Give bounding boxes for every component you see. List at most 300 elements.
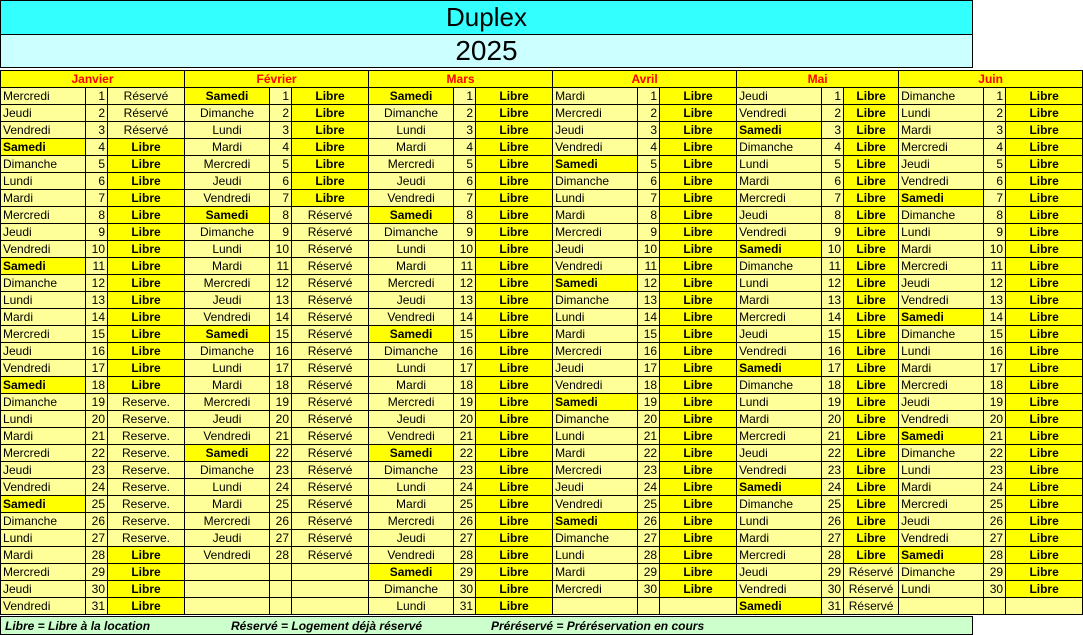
day-number-cell: 21 [86, 428, 108, 445]
day-number-cell: 6 [454, 173, 476, 190]
status-cell: Libre [844, 411, 899, 428]
status-cell: Libre [844, 394, 899, 411]
status-cell: Libre [660, 377, 737, 394]
day-number-cell: 16 [984, 343, 1006, 360]
day-name-cell: Vendredi [899, 411, 984, 428]
status-cell: Libre [476, 326, 553, 343]
day-name-cell: Dimanche [553, 530, 638, 547]
status-cell: Libre [660, 309, 737, 326]
status-cell: Reserve. [108, 411, 185, 428]
day-number-cell: 30 [86, 581, 108, 598]
status-cell: Libre [844, 530, 899, 547]
status-cell: Libre [1006, 156, 1083, 173]
status-cell: Libre [844, 292, 899, 309]
day-number-cell: 23 [86, 462, 108, 479]
day-name-cell: Jeudi [899, 513, 984, 530]
day-number-cell: 1 [984, 88, 1006, 105]
day-name-cell: Samedi [899, 190, 984, 207]
status-cell: Libre [1006, 309, 1083, 326]
status-cell: Libre [108, 207, 185, 224]
day-number-cell: 26 [270, 513, 292, 530]
table-row [1, 530, 1083, 547]
status-cell: Libre [844, 309, 899, 326]
day-name-cell: Jeudi [1, 224, 86, 241]
day-name-cell: Jeudi [1, 462, 86, 479]
day-name-cell: Vendredi [737, 343, 822, 360]
day-number-cell: 22 [270, 445, 292, 462]
status-cell: Réservé [292, 411, 369, 428]
day-number-cell: 12 [86, 275, 108, 292]
day-name-cell: Jeudi [553, 241, 638, 258]
empty-cell [292, 564, 369, 581]
day-number-cell: 13 [86, 292, 108, 309]
day-number-cell: 17 [86, 360, 108, 377]
status-cell: Libre [108, 190, 185, 207]
day-number-cell: 15 [270, 326, 292, 343]
day-name-cell: Mercredi [737, 309, 822, 326]
day-name-cell: Samedi [737, 241, 822, 258]
status-cell: Libre [660, 513, 737, 530]
status-cell: Libre [660, 343, 737, 360]
day-name-cell: Mercredi [185, 275, 270, 292]
day-number-cell: 7 [984, 190, 1006, 207]
empty-cell [185, 564, 270, 581]
status-cell: Libre [476, 105, 553, 122]
status-cell: Libre [660, 258, 737, 275]
day-number-cell: 7 [822, 190, 844, 207]
month-header: Mars [369, 71, 553, 88]
day-name-cell: Samedi [899, 547, 984, 564]
day-number-cell: 23 [638, 462, 660, 479]
day-number-cell: 10 [984, 241, 1006, 258]
status-cell: Libre [292, 122, 369, 139]
status-cell: Libre [292, 190, 369, 207]
day-number-cell: 22 [86, 445, 108, 462]
day-number-cell: 12 [454, 275, 476, 292]
day-name-cell: Jeudi [553, 479, 638, 496]
day-name-cell: Vendredi [1, 360, 86, 377]
day-name-cell: Dimanche [553, 292, 638, 309]
day-number-cell: 28 [638, 547, 660, 564]
day-name-cell: Mardi [737, 292, 822, 309]
day-number-cell: 4 [638, 139, 660, 156]
day-name-cell: Dimanche [737, 139, 822, 156]
table-row [1, 122, 1083, 139]
empty-cell [292, 598, 369, 615]
status-cell: Libre [476, 156, 553, 173]
status-cell: Reserve. [108, 394, 185, 411]
empty-cell [292, 581, 369, 598]
day-name-cell: Vendredi [899, 292, 984, 309]
day-number-cell: 27 [454, 530, 476, 547]
status-cell: Libre [844, 428, 899, 445]
table-row [1, 173, 1083, 190]
day-number-cell: 2 [270, 105, 292, 122]
table-row [1, 496, 1083, 513]
availability-calendar [0, 70, 1083, 615]
day-name-cell: Dimanche [899, 445, 984, 462]
status-cell: Libre [844, 462, 899, 479]
day-name-cell: Mardi [369, 139, 454, 156]
status-cell: Libre [108, 156, 185, 173]
day-number-cell: 24 [984, 479, 1006, 496]
status-cell: Libre [660, 547, 737, 564]
status-cell: Réservé [292, 292, 369, 309]
day-name-cell: Mercredi [1, 326, 86, 343]
day-number-cell: 13 [270, 292, 292, 309]
day-number-cell: 18 [984, 377, 1006, 394]
day-number-cell: 6 [270, 173, 292, 190]
day-name-cell: Vendredi [737, 462, 822, 479]
day-number-cell: 11 [638, 258, 660, 275]
status-cell: Libre [1006, 513, 1083, 530]
day-name-cell: Mercredi [1, 88, 86, 105]
status-cell: Libre [844, 241, 899, 258]
day-name-cell: Dimanche [899, 88, 984, 105]
day-number-cell: 1 [270, 88, 292, 105]
day-name-cell: Mercredi [1, 564, 86, 581]
table-row [1, 88, 1083, 105]
day-number-cell: 14 [984, 309, 1006, 326]
status-cell: Libre [844, 156, 899, 173]
status-cell: Libre [108, 343, 185, 360]
table-row [1, 462, 1083, 479]
day-name-cell: Jeudi [737, 88, 822, 105]
day-number-cell: 3 [984, 122, 1006, 139]
day-number-cell: 10 [638, 241, 660, 258]
day-name-cell: Mardi [1, 309, 86, 326]
day-number-cell: 5 [984, 156, 1006, 173]
day-number-cell: 17 [984, 360, 1006, 377]
table-row [1, 411, 1083, 428]
status-cell: Réservé [292, 513, 369, 530]
day-name-cell: Samedi [737, 360, 822, 377]
status-cell: Libre [660, 292, 737, 309]
day-number-cell: 2 [86, 105, 108, 122]
empty-cell [185, 581, 270, 598]
day-name-cell: Dimanche [737, 377, 822, 394]
day-number-cell: 20 [86, 411, 108, 428]
day-number-cell: 5 [638, 156, 660, 173]
day-number-cell: 17 [454, 360, 476, 377]
status-cell: Libre [844, 326, 899, 343]
day-name-cell: Mardi [553, 445, 638, 462]
day-name-cell: Vendredi [369, 190, 454, 207]
status-cell: Libre [476, 530, 553, 547]
day-name-cell: Lundi [1, 292, 86, 309]
day-name-cell: Jeudi [1, 581, 86, 598]
day-number-cell: 10 [454, 241, 476, 258]
day-name-cell: Mardi [899, 360, 984, 377]
day-number-cell: 1 [454, 88, 476, 105]
status-cell: Libre [108, 581, 185, 598]
day-name-cell: Mercredi [369, 394, 454, 411]
day-number-cell: 29 [454, 564, 476, 581]
day-number-cell: 4 [86, 139, 108, 156]
day-name-cell: Mardi [185, 258, 270, 275]
empty-cell [553, 598, 638, 615]
status-cell: Libre [660, 173, 737, 190]
status-cell: Libre [1006, 241, 1083, 258]
day-number-cell: 11 [984, 258, 1006, 275]
day-number-cell: 15 [86, 326, 108, 343]
day-name-cell: Samedi [737, 479, 822, 496]
day-name-cell: Jeudi [369, 292, 454, 309]
day-name-cell: Vendredi [1, 122, 86, 139]
day-number-cell: 22 [984, 445, 1006, 462]
day-name-cell: Vendredi [185, 190, 270, 207]
status-cell: Libre [844, 496, 899, 513]
day-name-cell: Lundi [899, 343, 984, 360]
status-cell: Libre [476, 547, 553, 564]
status-cell: Réservé [292, 377, 369, 394]
day-number-cell: 18 [454, 377, 476, 394]
day-number-cell: 1 [638, 88, 660, 105]
day-number-cell: 26 [86, 513, 108, 530]
status-cell: Libre [660, 207, 737, 224]
status-cell: Libre [108, 224, 185, 241]
day-number-cell: 14 [270, 309, 292, 326]
status-cell: Libre [844, 207, 899, 224]
day-number-cell: 22 [454, 445, 476, 462]
day-number-cell: 29 [638, 564, 660, 581]
day-name-cell: Dimanche [185, 462, 270, 479]
day-name-cell: Jeudi [185, 411, 270, 428]
page-title: Duplex [0, 0, 973, 35]
day-number-cell: 8 [638, 207, 660, 224]
day-number-cell: 7 [454, 190, 476, 207]
month-header: Mai [737, 71, 899, 88]
table-row [1, 207, 1083, 224]
day-name-cell: Jeudi [899, 156, 984, 173]
day-name-cell: Lundi [553, 547, 638, 564]
status-cell: Libre [1006, 547, 1083, 564]
day-name-cell: Mercredi [899, 258, 984, 275]
day-name-cell: Vendredi [1, 479, 86, 496]
status-cell: Libre [660, 581, 737, 598]
day-name-cell: Vendredi [737, 224, 822, 241]
day-number-cell: 30 [638, 581, 660, 598]
day-name-cell: Samedi [369, 564, 454, 581]
day-name-cell: Samedi [553, 513, 638, 530]
day-number-cell: 25 [86, 496, 108, 513]
status-cell: Libre [476, 564, 553, 581]
empty-cell [185, 598, 270, 615]
status-cell: Libre [1006, 173, 1083, 190]
day-name-cell: Dimanche [369, 105, 454, 122]
status-cell: Libre [660, 411, 737, 428]
status-cell: Libre [660, 530, 737, 547]
status-cell: Libre [1006, 190, 1083, 207]
status-cell: Réservé [292, 479, 369, 496]
day-number-cell: 24 [270, 479, 292, 496]
status-cell: Libre [660, 156, 737, 173]
day-name-cell: Dimanche [737, 496, 822, 513]
day-name-cell: Mardi [369, 496, 454, 513]
day-number-cell: 18 [86, 377, 108, 394]
day-name-cell: Dimanche [185, 224, 270, 241]
day-number-cell: 26 [454, 513, 476, 530]
status-cell: Libre [476, 173, 553, 190]
legend-libre: Libre = Libre à la location [5, 619, 151, 633]
day-name-cell: Lundi [553, 309, 638, 326]
day-number-cell: 19 [822, 394, 844, 411]
day-number-cell: 31 [86, 598, 108, 615]
day-name-cell: Samedi [899, 309, 984, 326]
status-cell: Réservé [844, 581, 899, 598]
day-number-cell: 15 [638, 326, 660, 343]
status-cell: Libre [1006, 581, 1083, 598]
status-cell: Libre [476, 513, 553, 530]
status-cell: Reserve. [108, 479, 185, 496]
day-number-cell: 19 [270, 394, 292, 411]
day-name-cell: Mercredi [185, 394, 270, 411]
month-header: Février [185, 71, 369, 88]
day-name-cell: Samedi [1, 496, 86, 513]
status-cell: Libre [1006, 428, 1083, 445]
day-number-cell: 25 [454, 496, 476, 513]
day-name-cell: Samedi [369, 88, 454, 105]
status-cell: Réservé [292, 309, 369, 326]
day-number-cell: 15 [984, 326, 1006, 343]
status-cell: Libre [476, 479, 553, 496]
day-number-cell: 2 [984, 105, 1006, 122]
day-name-cell: Mardi [1, 547, 86, 564]
day-name-cell: Lundi [899, 462, 984, 479]
day-name-cell: Vendredi [1, 241, 86, 258]
day-name-cell: Samedi [369, 207, 454, 224]
status-cell: Libre [844, 360, 899, 377]
day-number-cell: 21 [822, 428, 844, 445]
status-cell: Libre [108, 241, 185, 258]
table-row [1, 479, 1083, 496]
day-name-cell: Mercredi [553, 581, 638, 598]
day-number-cell: 2 [638, 105, 660, 122]
status-cell: Libre [660, 88, 737, 105]
status-cell: Libre [476, 309, 553, 326]
day-number-cell: 7 [270, 190, 292, 207]
day-number-cell: 20 [454, 411, 476, 428]
day-number-cell: 5 [270, 156, 292, 173]
day-name-cell: Vendredi [553, 496, 638, 513]
day-number-cell: 18 [822, 377, 844, 394]
status-cell: Libre [844, 122, 899, 139]
status-cell: Libre [476, 88, 553, 105]
day-number-cell: 17 [638, 360, 660, 377]
day-number-cell: 11 [86, 258, 108, 275]
status-cell: Libre [660, 275, 737, 292]
status-cell: Réservé [292, 394, 369, 411]
day-number-cell: 16 [270, 343, 292, 360]
day-name-cell: Dimanche [369, 343, 454, 360]
status-cell: Libre [844, 190, 899, 207]
status-cell: Libre [660, 360, 737, 377]
day-name-cell: Mercredi [899, 377, 984, 394]
table-row [1, 309, 1083, 326]
day-name-cell: Mercredi [369, 156, 454, 173]
status-cell: Reserve. [108, 462, 185, 479]
table-row [1, 598, 1083, 615]
status-cell: Reserve. [108, 428, 185, 445]
status-cell: Libre [1006, 343, 1083, 360]
day-number-cell: 24 [454, 479, 476, 496]
day-name-cell: Mardi [185, 496, 270, 513]
day-number-cell: 1 [822, 88, 844, 105]
day-name-cell: Samedi [185, 207, 270, 224]
day-name-cell: Lundi [1, 530, 86, 547]
status-cell: Libre [660, 462, 737, 479]
day-number-cell: 26 [638, 513, 660, 530]
day-number-cell: 3 [270, 122, 292, 139]
status-cell: Réservé [292, 241, 369, 258]
status-cell: Libre [476, 462, 553, 479]
day-name-cell: Samedi [553, 156, 638, 173]
day-name-cell: Mardi [1, 428, 86, 445]
status-cell: Libre [844, 547, 899, 564]
status-cell: Libre [292, 156, 369, 173]
day-number-cell: 28 [822, 547, 844, 564]
day-number-cell: 24 [638, 479, 660, 496]
day-name-cell: Dimanche [369, 224, 454, 241]
status-cell: Libre [476, 360, 553, 377]
day-number-cell: 13 [984, 292, 1006, 309]
day-name-cell: Lundi [369, 598, 454, 615]
day-number-cell: 31 [454, 598, 476, 615]
day-number-cell: 31 [822, 598, 844, 615]
status-cell: Libre [476, 241, 553, 258]
status-cell: Libre [660, 564, 737, 581]
status-cell: Libre [844, 377, 899, 394]
status-cell: Réservé [844, 598, 899, 615]
day-number-cell: 26 [984, 513, 1006, 530]
day-name-cell: Dimanche [1, 394, 86, 411]
table-row [1, 513, 1083, 530]
day-number-cell: 9 [270, 224, 292, 241]
status-cell: Libre [108, 173, 185, 190]
empty-cell [270, 564, 292, 581]
empty-cell [1006, 598, 1083, 615]
status-cell: Libre [844, 105, 899, 122]
day-name-cell: Mardi [185, 377, 270, 394]
day-name-cell: Dimanche [185, 105, 270, 122]
day-number-cell: 20 [984, 411, 1006, 428]
day-name-cell: Lundi [1, 173, 86, 190]
day-name-cell: Mercredi [369, 513, 454, 530]
status-cell: Libre [108, 275, 185, 292]
day-name-cell: Samedi [553, 275, 638, 292]
status-cell: Libre [660, 139, 737, 156]
day-number-cell: 24 [86, 479, 108, 496]
day-name-cell: Lundi [553, 428, 638, 445]
table-row [1, 581, 1083, 598]
day-number-cell: 11 [822, 258, 844, 275]
day-name-cell: Jeudi [369, 173, 454, 190]
day-name-cell: Jeudi [899, 275, 984, 292]
status-cell: Libre [660, 241, 737, 258]
day-number-cell: 22 [638, 445, 660, 462]
status-cell: Réservé [292, 326, 369, 343]
status-cell: Libre [844, 343, 899, 360]
status-cell: Réservé [292, 275, 369, 292]
status-cell: Libre [108, 360, 185, 377]
day-number-cell: 4 [270, 139, 292, 156]
status-cell: Libre [476, 207, 553, 224]
day-name-cell: Mardi [737, 411, 822, 428]
day-number-cell: 8 [270, 207, 292, 224]
day-number-cell: 14 [822, 309, 844, 326]
status-cell: Libre [476, 275, 553, 292]
day-number-cell: 24 [822, 479, 844, 496]
